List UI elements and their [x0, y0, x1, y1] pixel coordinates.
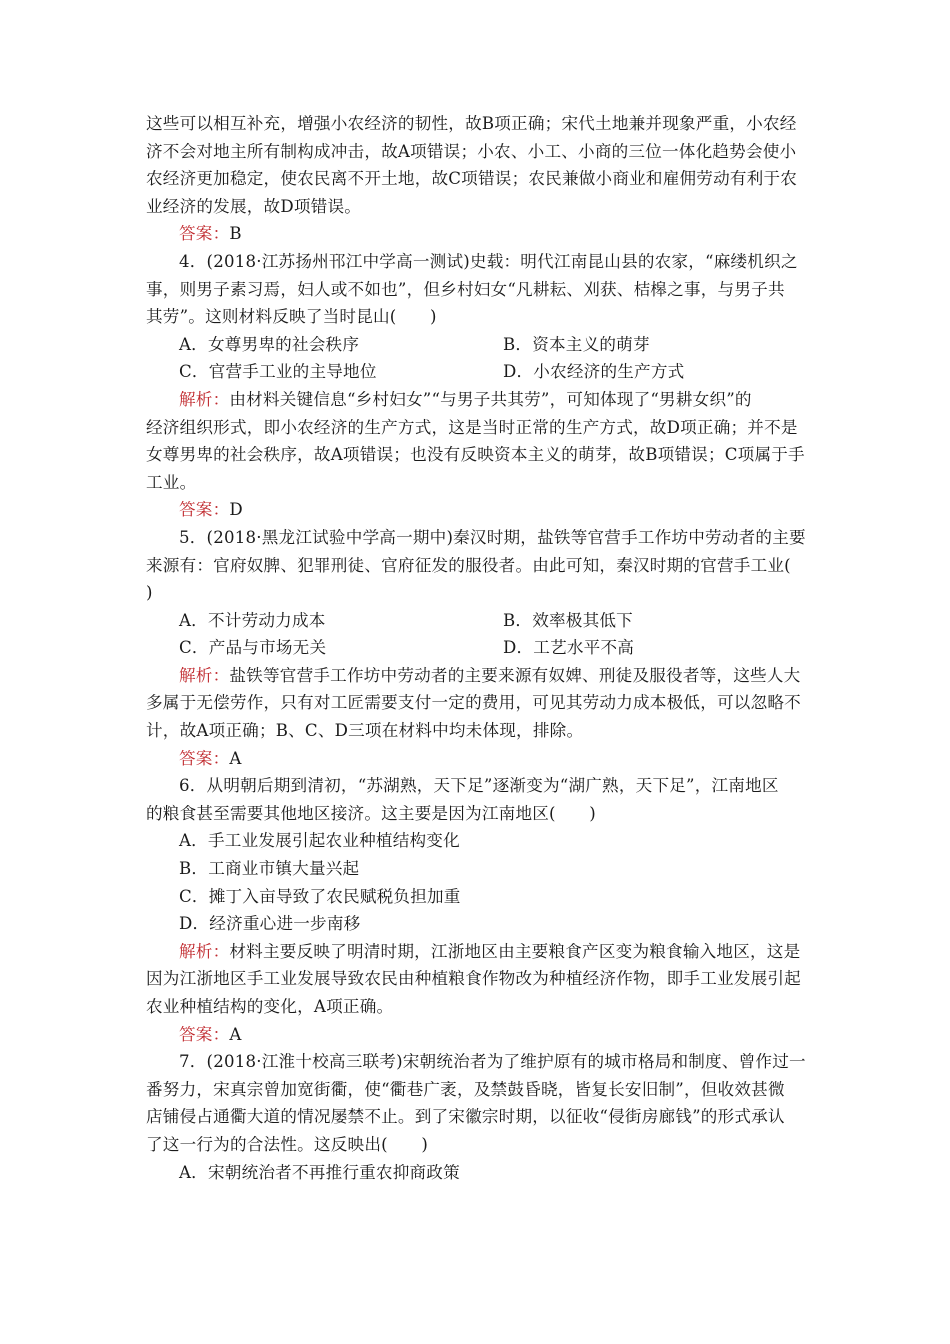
- option-d: D．小农经济的生产方式: [503, 362, 685, 382]
- text-line: 济不会对地主所有制构成冲击，故A项错误；小农、小工、小商的三位一体化趋势会使小: [146, 141, 797, 161]
- option-c: C．官营手工业的主导地位: [179, 362, 377, 382]
- analysis-text: 农业种植结构的变化，A项正确。: [146, 997, 394, 1016]
- analysis-label: 解析：: [179, 941, 230, 961]
- answer-label: 答案：: [179, 748, 230, 768]
- question-stem: 6．从明朝后期到清初，“苏湖熟，天下足”逐渐变为“湖广熟，天下足”，江南地区: [179, 776, 779, 796]
- option-d: D．工艺水平不高: [503, 638, 635, 658]
- option-c: C．产品与市场无关: [179, 638, 327, 658]
- answer-line: [146, 220, 806, 248]
- answer-line: [146, 1021, 806, 1049]
- analysis-text: 计，故A项正确；B、C、D三项在材料中均未体现，排除。: [146, 721, 584, 741]
- question-stem: 5．(2018·黑龙江试验中学高一期中)秦汉时期，盐铁等官营手工作坊中劳动者的主要: [179, 527, 806, 547]
- analysis-text: 工业。: [146, 472, 197, 492]
- answer-label: 答案：: [179, 224, 230, 244]
- question-stem: 了这一行为的合法性。这反映出( ): [146, 1134, 429, 1154]
- analysis-text: 经济组织形式，即小农经济的生产方式，这是当时正常的生产方式，故D项正确；并不是: [146, 417, 798, 437]
- option-a: A．不计劳动力成本: [179, 610, 326, 630]
- answer-value: D: [229, 500, 243, 520]
- text-line: 这些可以相互补充，增强小农经济的韧性，故B项正确；宋代土地兼并现象严重，小农经: [146, 114, 797, 133]
- text-line: 农经济更加稳定，使农民离不开土地，故C项错误；农民兼做小商业和雇佣劳动有利于农: [146, 169, 798, 189]
- question-stem: ): [146, 583, 153, 603]
- analysis-text: 因为江浙地区手工业发展导致农民由种植粮食作物改为种植经济作物，即手工业发展引起: [146, 969, 801, 989]
- question-stem: 店铺侵占通衢大道的情况屡禁不止。到了宋徽宗时期，以征收“侵街房廊钱”的形式承认: [146, 1107, 785, 1127]
- option-c: C．摊丁入亩导致了农民赋税负担加重: [179, 886, 461, 906]
- analysis-label: 解析：: [179, 389, 230, 409]
- answer-value: A: [229, 748, 242, 768]
- document-page: [146, 110, 806, 1186]
- question-stem: 4．(2018·江苏扬州邗江中学高一测试)史载：明代江南昆山县的农家，“麻缕机织之: [179, 251, 798, 271]
- analysis-line: [146, 386, 806, 414]
- option-row: [146, 607, 806, 635]
- analysis-line: [146, 662, 806, 690]
- question-stem: 的粮食甚至需要其他地区接济。这主要是因为江南地区( ): [146, 803, 596, 823]
- analysis-text: 女尊男卑的社会秩序，故A项错误；也没有反映资本主义的萌芽，故B项错误；C项属于手: [146, 445, 805, 465]
- answer-value: A: [229, 1024, 242, 1044]
- analysis-text: 材料主要反映了明清时期，江浙地区由主要粮食产区变为粮食输入地区，这是: [229, 941, 801, 961]
- analysis-text: 盐铁等官营手工作坊中劳动者的主要来源有奴婢、刑徒及服役者等，这些人大: [229, 665, 801, 685]
- option-d: D．经济重心进一步南移: [179, 914, 361, 934]
- question-stem: 番努力，宋真宗曾加宽街衢，使“衢巷广袤，及禁鼓昏晓，皆复长安旧制”，但收效甚微: [146, 1079, 785, 1099]
- option-row: [146, 634, 806, 662]
- analysis-text: 多属于无偿劳作，只有对工匠需要支付一定的费用，可见其劳动力成本极低，可以忽略不: [146, 693, 801, 713]
- text-line: 业经济的发展，故D项错误。: [146, 196, 362, 216]
- question-stem: 来源有：官府奴脾、犯罪刑徒、官府征发的服役者。由此可知，秦汉时期的官营手工业(: [146, 555, 791, 575]
- answer-label: 答案：: [179, 500, 230, 520]
- option-a: A．宋朝统治者不再推行重农抑商政策: [179, 1162, 460, 1182]
- analysis-label: 解析：: [179, 665, 230, 685]
- question-stem: 其劳”。这则材料反映了当时昆山( ): [146, 307, 437, 327]
- option-a: A．女尊男卑的社会秩序: [179, 334, 360, 354]
- option-row: [146, 358, 806, 386]
- analysis-text: 由材料关键信息“乡村妇女”“与男子共其劳”，可知体现了“男耕女织”的: [229, 389, 752, 409]
- option-a: A．手工业发展引起农业种植结构变化: [179, 831, 460, 851]
- answer-label: 答案：: [179, 1024, 230, 1044]
- option-b: B．资本主义的萌芽: [503, 334, 650, 354]
- analysis-line: [146, 938, 806, 966]
- option-b: B．效率极其低下: [503, 610, 633, 630]
- option-row: [146, 331, 806, 359]
- answer-value: B: [229, 224, 242, 244]
- question-stem: 事，则男子素习焉，妇人或不如也”，但乡村妇女“凡耕耘、刈获、桔槔之事，与男子共: [146, 279, 785, 299]
- option-b: B．工商业市镇大量兴起: [179, 859, 360, 879]
- answer-line: [146, 745, 806, 773]
- answer-line: [146, 496, 806, 524]
- question-stem: 7．(2018·江淮十校高三联考)宋朝统治者为了维护原有的城市格局和制度、曾作过一: [179, 1052, 806, 1072]
